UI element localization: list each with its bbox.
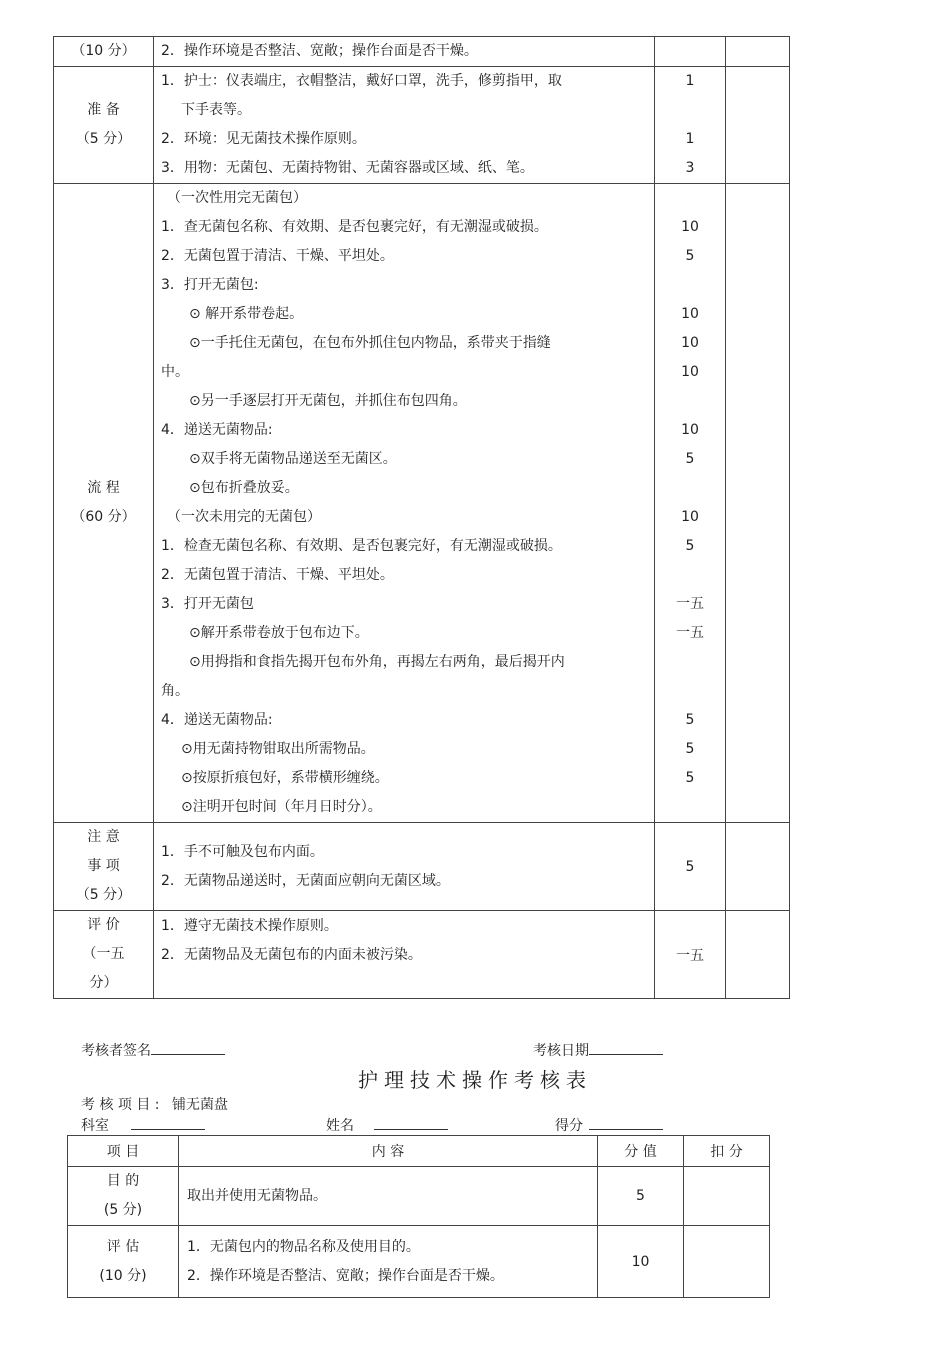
score-value: 10 xyxy=(681,422,699,438)
deduction-cell[interactable] xyxy=(684,1226,770,1298)
exam-date-line[interactable] xyxy=(589,1040,663,1055)
content-line: ⊙ 解开系带卷起。 xyxy=(189,306,304,322)
examiner-signature-label: 考核者签名 xyxy=(81,1043,151,1059)
assessment-table-2 xyxy=(67,1135,770,1298)
content-line: 1．护士：仪表端庄，衣帽整洁，戴好口罩，洗手，修剪指甲，取 xyxy=(161,73,562,89)
category-label: 评 估 xyxy=(106,1238,140,1255)
score-value xyxy=(655,474,725,503)
score-value xyxy=(655,96,725,125)
content-line: 1．检查无菌包名称、有效期、是否包裹完好，有无潮湿或破损。 xyxy=(161,538,562,554)
category-label: （10 分） xyxy=(71,43,136,59)
row-content xyxy=(179,1167,598,1226)
content-line: 3．打开无菌包: xyxy=(161,277,259,293)
content-line: 3．用物：无菌包、无菌持物钳、无菌容器或区域、纸、笔。 xyxy=(161,160,534,176)
score-value xyxy=(655,271,725,300)
table-row xyxy=(68,1226,770,1298)
content-line: 2．环境：见无菌技术操作原则。 xyxy=(161,131,366,147)
content-line: 1．手不可触及包布内面。 xyxy=(161,843,324,860)
score-value: 5 xyxy=(685,451,695,467)
score-value: 10 xyxy=(681,364,699,380)
score-value: 一五 xyxy=(676,947,704,964)
score-value xyxy=(655,184,725,213)
content-line: （一次未用完的无菌包） xyxy=(167,509,321,525)
score-value: 1 xyxy=(685,73,695,89)
content-line: 3．打开无菌包 xyxy=(161,596,254,612)
category-label: （5 分） xyxy=(75,887,132,903)
content-line: 取出并使用无菌物品。 xyxy=(187,1187,327,1204)
category-label: (5 分) xyxy=(103,1202,143,1218)
content-line: 2．无菌物品及无菌包布的内面未被污染。 xyxy=(161,947,422,963)
score-label: 得分 xyxy=(555,1118,583,1134)
deduction-cell[interactable] xyxy=(726,184,790,823)
row-content xyxy=(179,1226,598,1298)
table-row xyxy=(54,911,790,999)
content-line: 角。 xyxy=(161,683,189,699)
content-line: 1．无菌包内的物品名称及使用目的。 xyxy=(187,1238,420,1255)
row-score xyxy=(655,37,726,67)
deduction-cell[interactable] xyxy=(726,37,790,67)
dept-field xyxy=(81,1115,205,1135)
content-line: ⊙按原折痕包好，系带横形缠绕。 xyxy=(181,770,389,786)
score-line[interactable] xyxy=(589,1115,663,1130)
score-value: 10 xyxy=(681,509,699,525)
row-category xyxy=(54,823,154,911)
examiner-signature-line[interactable] xyxy=(151,1040,225,1055)
row-category xyxy=(54,37,154,67)
name-field xyxy=(326,1115,448,1135)
content-line: 1．遵守无菌技术操作原则。 xyxy=(161,918,338,934)
score-value: 10 xyxy=(681,219,699,235)
content-line: 2．操作环境是否整洁、宽敞；操作台面是否干燥。 xyxy=(161,43,478,59)
row-score xyxy=(655,911,726,999)
score-value xyxy=(655,37,725,66)
category-label: 评 价 xyxy=(87,917,120,933)
project-label: 考 核 项 目 : xyxy=(81,1097,160,1113)
category-label: (10 分) xyxy=(99,1267,147,1284)
row-category xyxy=(68,1167,179,1226)
content-line: ⊙双手将无菌物品递送至无菌区。 xyxy=(189,451,397,467)
content-line: ⊙注明开包时间（年月日时分）。 xyxy=(181,799,382,815)
score-value: 3 xyxy=(685,160,695,176)
category-label: （5 分） xyxy=(75,131,132,147)
category-label: 分） xyxy=(89,975,118,991)
dept-line[interactable] xyxy=(131,1115,205,1130)
content-line: ⊙另一手逐层打开无菌包，并抓住布包四角。 xyxy=(189,393,467,409)
category-label: 目 的 xyxy=(106,1173,140,1189)
category-label: 流 程 xyxy=(87,480,120,496)
score-value xyxy=(655,793,725,822)
score-value: 5 xyxy=(685,248,695,264)
row-content xyxy=(154,67,655,184)
score-value: 5 xyxy=(685,712,695,728)
table-row xyxy=(54,37,790,67)
deduction-cell[interactable] xyxy=(726,823,790,911)
header-item: 项 目 xyxy=(68,1136,179,1167)
table-row xyxy=(54,823,790,911)
row-content xyxy=(154,823,655,911)
score-value: 5 xyxy=(685,858,695,875)
content-line: 下手表等。 xyxy=(181,102,251,118)
examiner-signature xyxy=(81,1040,225,1060)
deduction-cell[interactable] xyxy=(726,67,790,184)
score-value: 5 xyxy=(685,770,695,786)
category-label: 事 项 xyxy=(87,858,120,874)
row-category xyxy=(54,67,154,184)
content-line: 4．递送无菌物品: xyxy=(161,712,273,728)
content-line: 中。 xyxy=(161,364,189,380)
content-line: ⊙用拇指和食指先揭开包布外角，再揭左右两角，最后揭开内 xyxy=(189,654,565,670)
category-label: （一五 xyxy=(82,946,125,962)
table-row xyxy=(54,184,790,823)
row-score xyxy=(655,823,726,911)
header-deduction: 扣 分 xyxy=(684,1136,770,1167)
row-score xyxy=(598,1226,684,1298)
assessment-table-1 xyxy=(53,36,790,999)
score-value: 5 xyxy=(636,1188,645,1204)
content-line: 1．查无菌包名称、有效期、是否包裹完好，有无潮湿或破损。 xyxy=(161,219,548,235)
score-value: 10 xyxy=(681,306,699,322)
table-row xyxy=(68,1167,770,1226)
row-category xyxy=(68,1226,179,1298)
name-line[interactable] xyxy=(374,1115,448,1130)
score-value xyxy=(655,648,725,677)
content-line: 2．无菌包置于清洁、干燥、平坦处。 xyxy=(161,248,394,264)
project-value: 铺无菌盘 xyxy=(171,1097,228,1113)
score-value: 10 xyxy=(631,1253,650,1270)
project-line xyxy=(81,1094,228,1114)
content-line: ⊙解开系带卷放于包布边下。 xyxy=(189,625,369,641)
content-line: ⊙用无菌持物钳取出所需物品。 xyxy=(181,741,375,757)
score-value: 一五 xyxy=(676,596,704,612)
row-category xyxy=(54,911,154,999)
content-line: 2．无菌包置于清洁、干燥、平坦处。 xyxy=(161,567,394,583)
deduction-cell[interactable] xyxy=(684,1167,770,1226)
score-value: 5 xyxy=(685,741,695,757)
header-score: 分 值 xyxy=(598,1136,684,1167)
content-line: ⊙一手托住无菌包，在包布外抓住包内物品，系带夹于指缝 xyxy=(189,335,551,351)
score-value xyxy=(655,561,725,590)
row-content xyxy=(154,37,655,67)
content-line: （一次性用完无菌包） xyxy=(167,190,307,206)
score-value xyxy=(655,387,725,416)
score-field xyxy=(555,1115,663,1135)
content-line: 4．递送无菌物品: xyxy=(161,422,273,438)
content-line: 2．操作环境是否整洁、宽敞；操作台面是否干燥。 xyxy=(187,1267,504,1284)
content-line: 2．无菌物品递送时，无菌面应朝向无菌区域。 xyxy=(161,872,450,889)
row-content xyxy=(154,184,655,823)
score-value: 10 xyxy=(681,335,699,351)
score-value: 1 xyxy=(685,131,695,147)
score-value: 一五 xyxy=(676,625,704,641)
header-row xyxy=(68,1136,770,1167)
form-title: 护理技术操作考核表 xyxy=(358,1068,592,1092)
header-content: 内 容 xyxy=(179,1136,598,1167)
row-score xyxy=(598,1167,684,1226)
row-content xyxy=(154,911,655,999)
row-category xyxy=(54,184,154,823)
exam-date xyxy=(533,1040,663,1060)
row-score xyxy=(655,67,726,184)
content-line: ⊙包布折叠放妥。 xyxy=(189,480,299,496)
category-label: 准 备 xyxy=(87,102,120,118)
deduction-cell[interactable] xyxy=(726,911,790,999)
table-row xyxy=(54,67,790,184)
score-value: 5 xyxy=(685,538,695,554)
row-score xyxy=(655,184,726,823)
dept-label: 科室 xyxy=(81,1118,109,1134)
category-label: （60 分） xyxy=(71,509,136,525)
category-label: 注 意 xyxy=(87,829,120,845)
name-label: 姓名 xyxy=(326,1118,354,1134)
score-value xyxy=(655,677,725,706)
exam-date-label: 考核日期 xyxy=(533,1043,589,1059)
